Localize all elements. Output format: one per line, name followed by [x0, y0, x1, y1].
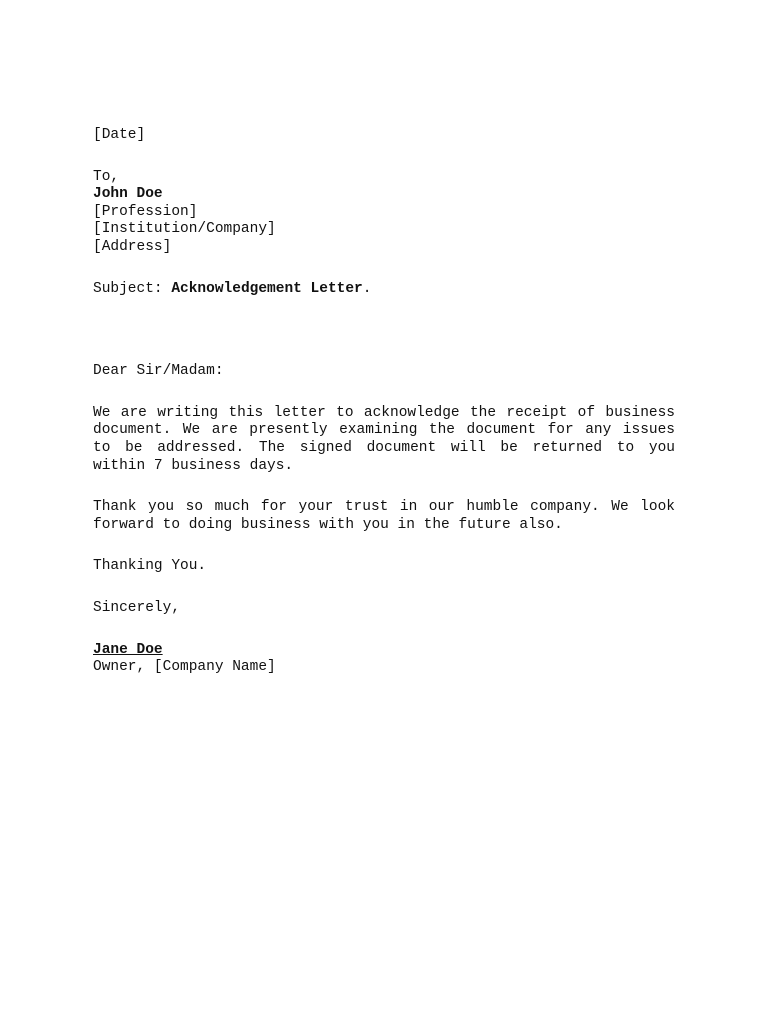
subject-line	[93, 281, 675, 299]
recipient-name: John Doe	[93, 186, 163, 203]
subject-value: Acknowledgement Letter	[171, 280, 363, 297]
body-paragraph-2: Thank you so much for your trust in our humble company. We look forward to doing business with you in the future also.	[93, 499, 675, 533]
recipient-profession: [Profession]	[93, 203, 198, 220]
salutation: Dear Sir/Madam:	[93, 363, 224, 380]
thanks-block	[93, 558, 675, 576]
recipient-address: [Address]	[93, 238, 172, 255]
body-paragraph-1: We are writing this letter to acknowledge the receipt of business document. We are presently examining the document for any issues to be addressed. The signed document will be returned to you within 7 business days.	[93, 404, 675, 474]
signature-block	[93, 642, 675, 677]
date-block	[93, 127, 675, 145]
recipient-block	[93, 169, 675, 257]
closing-text: Sincerely,	[93, 599, 181, 616]
recipient-to-label: To,	[93, 168, 120, 185]
letter-date: [Date]	[93, 127, 146, 143]
subject-label: Subject:	[93, 280, 172, 297]
closing-block	[93, 600, 675, 618]
subject-end: .	[362, 280, 372, 297]
letter-page	[93, 127, 675, 701]
signature-title: Owner, [Company Name]	[93, 659, 276, 676]
signature-name: Jane Doe	[93, 641, 163, 658]
salutation-block	[93, 363, 675, 381]
thanks-text: Thanking You.	[93, 558, 207, 575]
recipient-institution: [Institution/Company]	[93, 221, 276, 238]
